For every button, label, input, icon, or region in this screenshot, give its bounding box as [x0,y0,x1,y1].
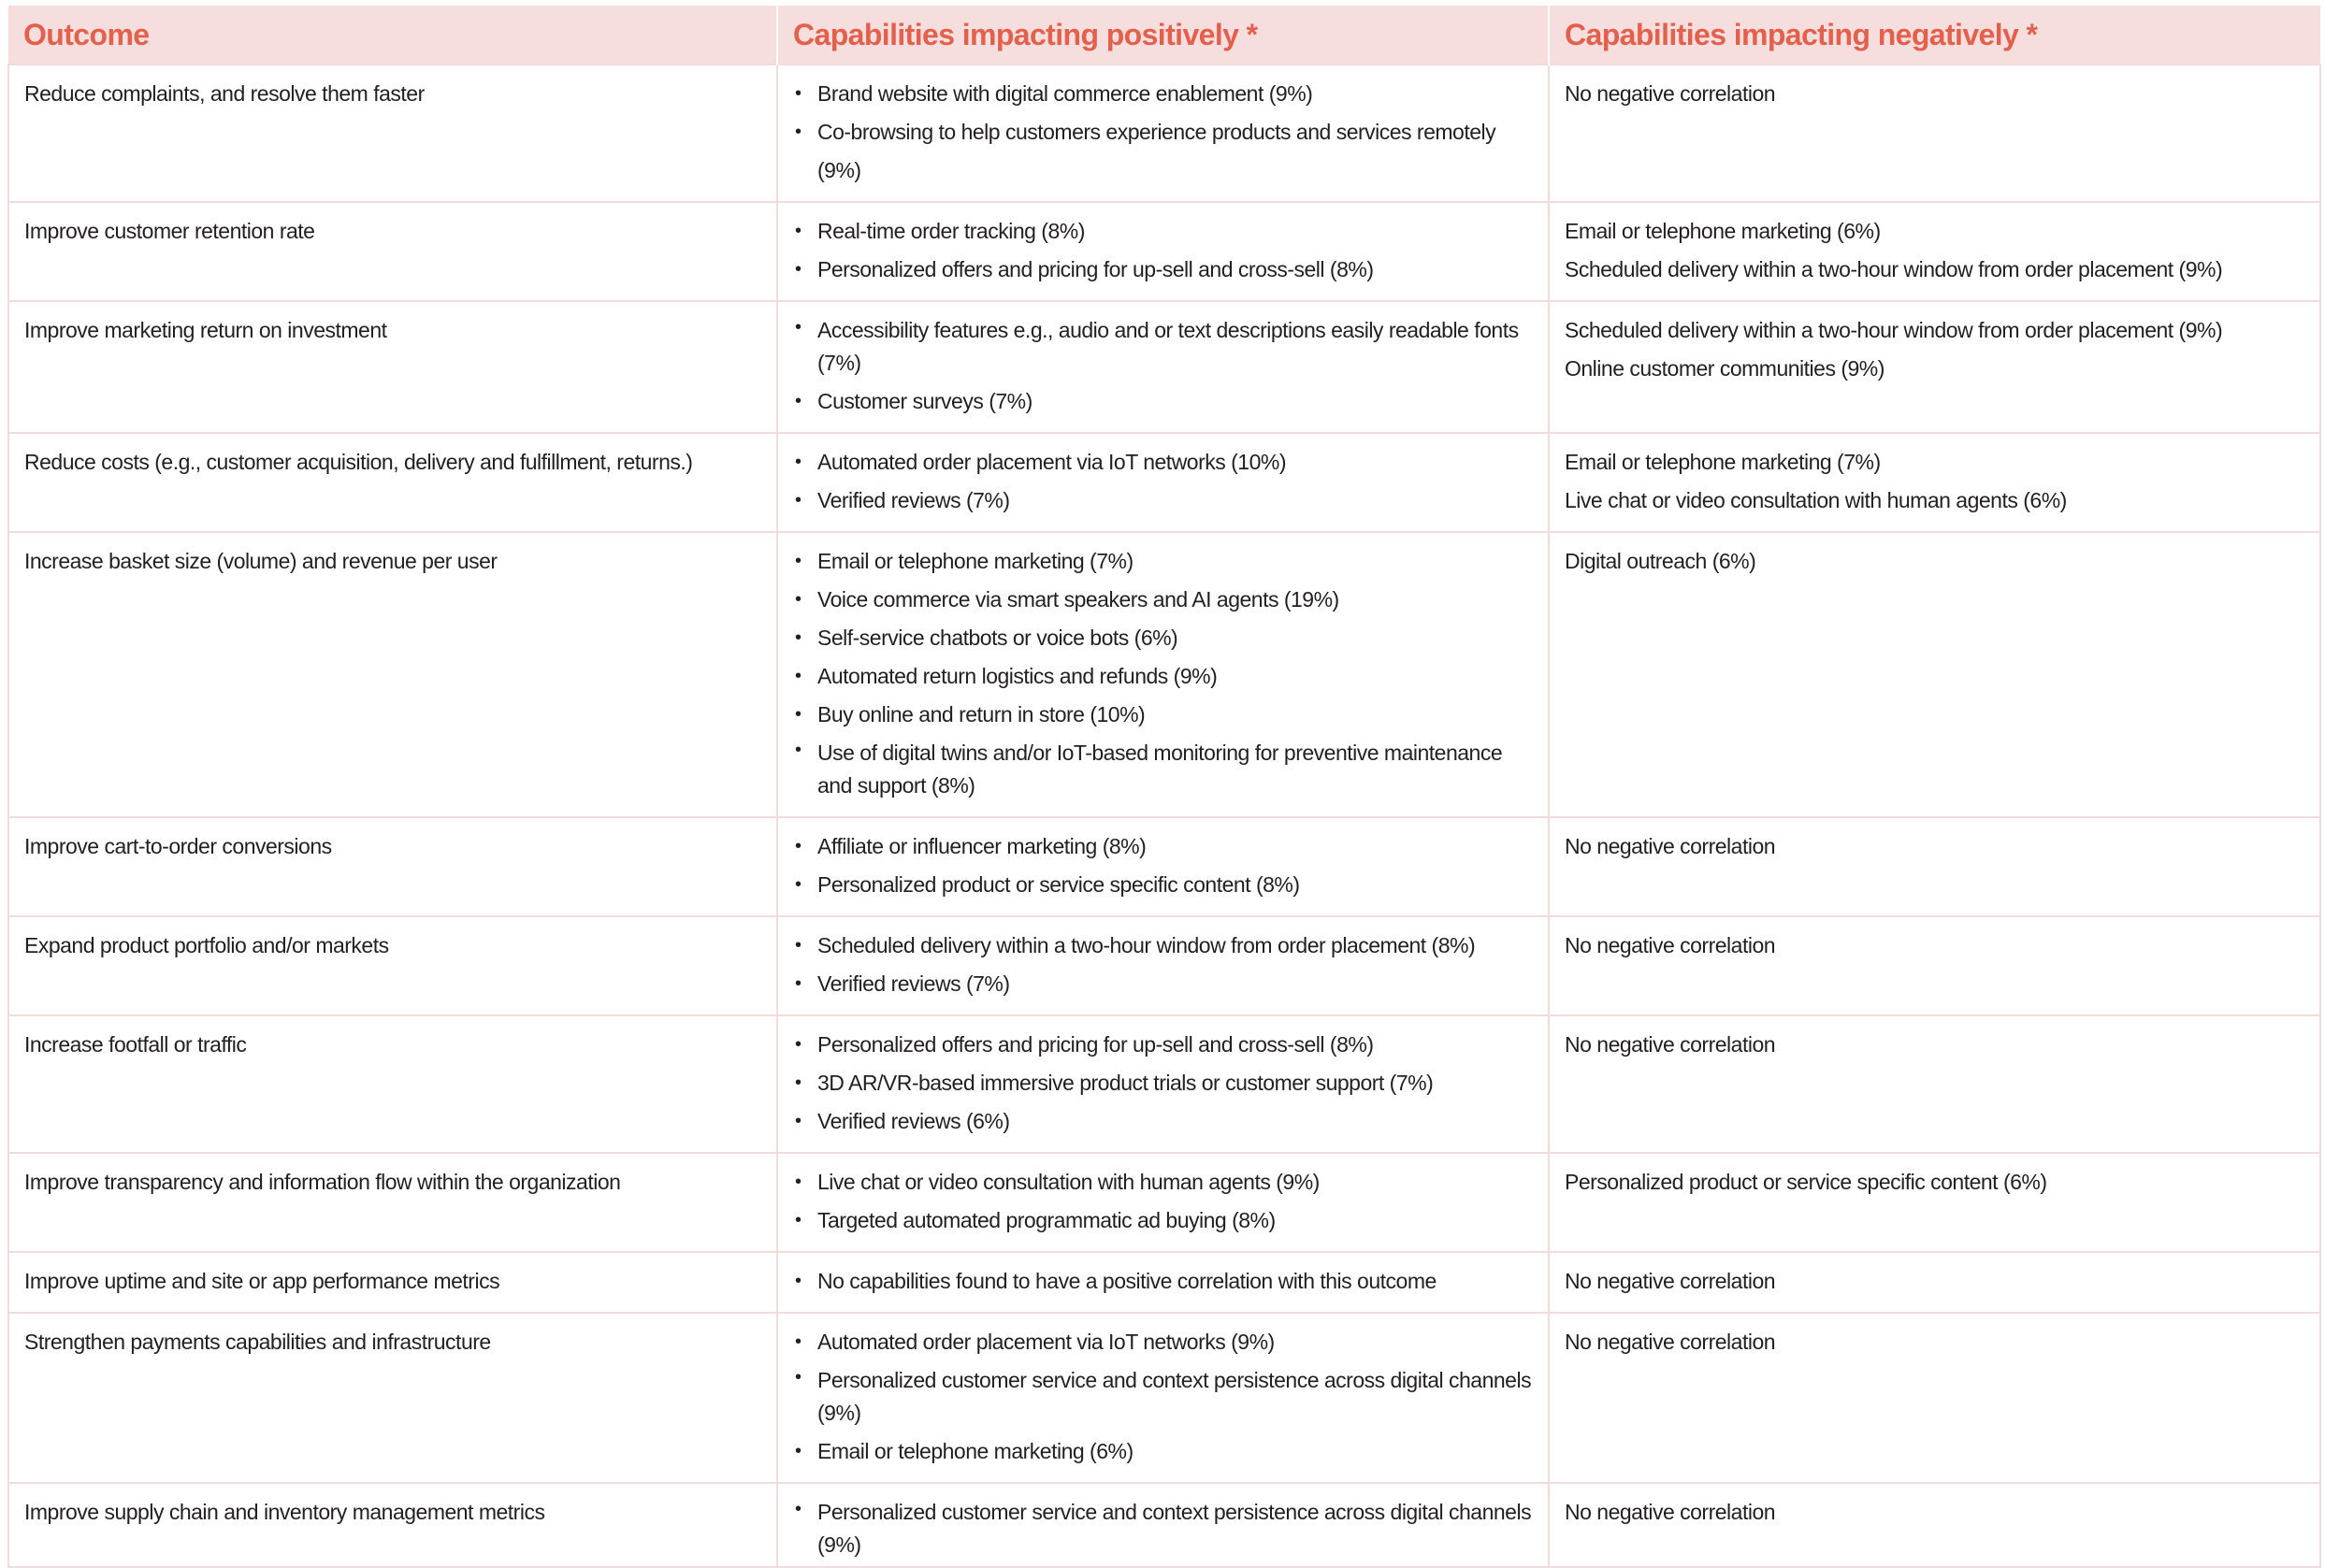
positive-capabilities-list [793,212,1533,289]
negative-capabilities-cell [1549,1015,2320,1153]
positive-capability-item: • Personalized product or service specific content (8%) [793,866,1533,904]
negative-capability-item: Email or telephone marketing (6%) [1565,219,1881,243]
table-row [8,532,2320,817]
outcomes-table [7,6,2321,1568]
table-row [8,1313,2320,1483]
outcome-cell: Improve cart-to-order conversions [8,817,777,916]
table-header [8,6,2320,65]
outcome-cell: Strengthen payments capabilities and infrastructure [8,1313,777,1483]
positive-capability-item: • Voice commerce via smart speakers and AI agents (19%) [793,581,1533,619]
positive-capabilities-cell [777,301,1549,433]
negative-capability-item: No negative correlation [1565,1500,1776,1524]
table-row [8,1153,2320,1252]
negative-capabilities-list [1565,75,2304,113]
negative-capabilities-list [1565,1323,2304,1361]
negative-capability-item: Email or telephone marketing (7%) [1565,450,1881,474]
positive-capabilities-list [793,827,1533,904]
positive-capability-item: • Real-time order tracking (8%) [793,212,1533,251]
table-body [8,65,2320,1567]
negative-capabilities-cell [1549,1252,2320,1313]
table-row [8,433,2320,532]
table-row [8,202,2320,301]
negative-capability-item: No negative correlation [1565,81,1776,106]
positive-capability-item: • Co-browsing to help customers experience products and services remotely (9%) [793,113,1533,190]
positive-capabilities-cell [777,1015,1549,1153]
positive-capabilities-list [793,1323,1533,1471]
positive-capabilities-list [793,1026,1533,1141]
negative-capability-item: Personalized product or service specific content (6%) [1565,1170,2047,1194]
positive-capability-item: • Self-service chatbots or voice bots (6%) [793,619,1533,657]
outcome-cell: Improve uptime and site or app performance metrics [8,1252,777,1313]
negative-capability-item: No negative correlation [1565,933,1776,957]
positive-capability-item: • Personalized offers and pricing for up-sell and cross-sell (8%) [793,251,1533,289]
positive-capabilities-cell [777,916,1549,1015]
positive-capabilities-cell [777,817,1549,916]
positive-capability-item: • Personalized customer service and context persistence across digital channels (9%) [793,1361,1533,1432]
table-row [8,1015,2320,1153]
negative-capabilities-list [1565,542,2304,581]
negative-capability-item: No negative correlation [1565,1269,1776,1293]
negative-capability-item: Online customer communities (9%) [1565,356,1885,381]
outcome-cell: Improve supply chain and inventory management metrics [8,1483,777,1567]
negative-capabilities-list [1565,212,2304,289]
outcome-cell: Improve marketing return on investment [8,301,777,433]
positive-capability-item: • Live chat or video consultation with human agents (9%) [793,1163,1533,1201]
outcome-cell: Improve customer retention rate [8,202,777,301]
negative-capabilities-cell [1549,916,2320,1015]
negative-capability-item: Digital outreach (6%) [1565,549,1756,573]
positive-capabilities-cell [777,65,1549,202]
positive-capability-item: • Automated order placement via IoT networks (10%) [793,443,1533,482]
positive-capability-item: • Email or telephone marketing (6%) [793,1432,1533,1471]
positive-capabilities-list [793,311,1533,421]
negative-capabilities-cell [1549,817,2320,916]
positive-capabilities-cell [777,1252,1549,1313]
outcome-cell: Increase footfall or traffic [8,1015,777,1153]
positive-capabilities-cell [777,1483,1549,1567]
table-row [8,301,2320,433]
negative-capabilities-list [1565,311,2304,388]
positive-capability-item: • Affiliate or influencer marketing (8%) [793,827,1533,866]
positive-capability-item: • Brand website with digital commerce enablement (9%) [793,75,1533,113]
outcome-cell: Increase basket size (volume) and revenue per user [8,532,777,817]
positive-capabilities-cell [777,532,1549,817]
negative-capabilities-list [1565,1026,2304,1064]
positive-capability-item: • Verified reviews (6%) [793,1102,1533,1141]
table-row [8,1483,2320,1567]
positive-capabilities-cell [777,433,1549,532]
negative-capabilities-list [1565,443,2304,520]
positive-capability-item: • Accessibility features e.g., audio and or text descriptions easily readable fonts (7%) [793,311,1533,382]
negative-capabilities-cell [1549,433,2320,532]
header-outcome: Outcome [8,6,777,65]
negative-capability-item: No negative correlation [1565,834,1776,858]
positive-capability-item: • Automated return logistics and refunds (9%) [793,657,1533,696]
positive-capabilities-list [793,75,1533,190]
negative-capabilities-list [1565,1262,2304,1301]
positive-capability-item: • Automated order placement via IoT networks (9%) [793,1323,1533,1361]
negative-capabilities-list [1565,927,2304,965]
positive-capabilities-list [793,1163,1533,1240]
outcome-cell: Reduce complaints, and resolve them faster [8,65,777,202]
negative-capabilities-cell [1549,1153,2320,1252]
negative-capabilities-list [1565,827,2304,866]
positive-capability-item: • Targeted automated programmatic ad buying (8%) [793,1201,1533,1240]
positive-capabilities-cell [777,1313,1549,1483]
positive-capabilities-cell [777,202,1549,301]
outcome-cell: Expand product portfolio and/or markets [8,916,777,1015]
table-row [8,65,2320,202]
negative-capabilities-list [1565,1493,2304,1532]
negative-capability-item: Scheduled delivery within a two-hour window from order placement (9%) [1565,318,2223,342]
table-row [8,817,2320,916]
positive-capability-item: • Scheduled delivery within a two-hour window from order placement (8%) [793,927,1533,965]
table-row [8,1252,2320,1313]
header-positive: Capabilities impacting positively * [777,6,1549,65]
header-negative: Capabilities impacting negatively * [1549,6,2320,65]
positive-capability-item: • No capabilities found to have a positive correlation with this outcome [793,1262,1533,1301]
positive-capability-item: • Buy online and return in store (10%) [793,696,1533,734]
positive-capabilities-list [793,1262,1533,1301]
negative-capabilities-cell [1549,301,2320,433]
negative-capabilities-cell [1549,65,2320,202]
positive-capability-item: • Customer surveys (7%) [793,382,1533,421]
positive-capabilities-list [793,927,1533,1003]
positive-capability-item: • Verified reviews (7%) [793,965,1533,1003]
negative-capability-item: No negative correlation [1565,1032,1776,1057]
negative-capabilities-list [1565,1163,2304,1201]
positive-capability-item: • Personalized offers and pricing for up-sell and cross-sell (8%) [793,1026,1533,1064]
table-row [8,916,2320,1015]
positive-capabilities-cell [777,1153,1549,1252]
positive-capability-item: • Verified reviews (7%) [793,482,1533,520]
negative-capabilities-cell [1549,1483,2320,1567]
negative-capabilities-cell [1549,1313,2320,1483]
outcome-cell: Improve transparency and information flow within the organization [8,1153,777,1252]
positive-capabilities-list [793,1493,1533,1564]
header-row [8,6,2320,65]
outcome-cell: Reduce costs (e.g., customer acquisition, delivery and fulfillment, returns.) [8,433,777,532]
positive-capability-item: • Personalized customer service and context persistence across digital channels (9%) [793,1493,1533,1564]
positive-capability-item: • Email or telephone marketing (7%) [793,542,1533,581]
negative-capability-item: No negative correlation [1565,1330,1776,1354]
positive-capabilities-list [793,443,1533,520]
negative-capability-item: Scheduled delivery within a two-hour window from order placement (9%) [1565,257,2223,281]
negative-capability-item: Live chat or video consultation with human agents (6%) [1565,488,2067,512]
positive-capability-item: • Use of digital twins and/or IoT-based monitoring for preventive maintenance and support (8%) [793,734,1533,805]
positive-capability-item: • 3D AR/VR-based immersive product trials or customer support (7%) [793,1064,1533,1102]
negative-capabilities-cell [1549,532,2320,817]
positive-capabilities-list [793,542,1533,805]
negative-capabilities-cell [1549,202,2320,301]
